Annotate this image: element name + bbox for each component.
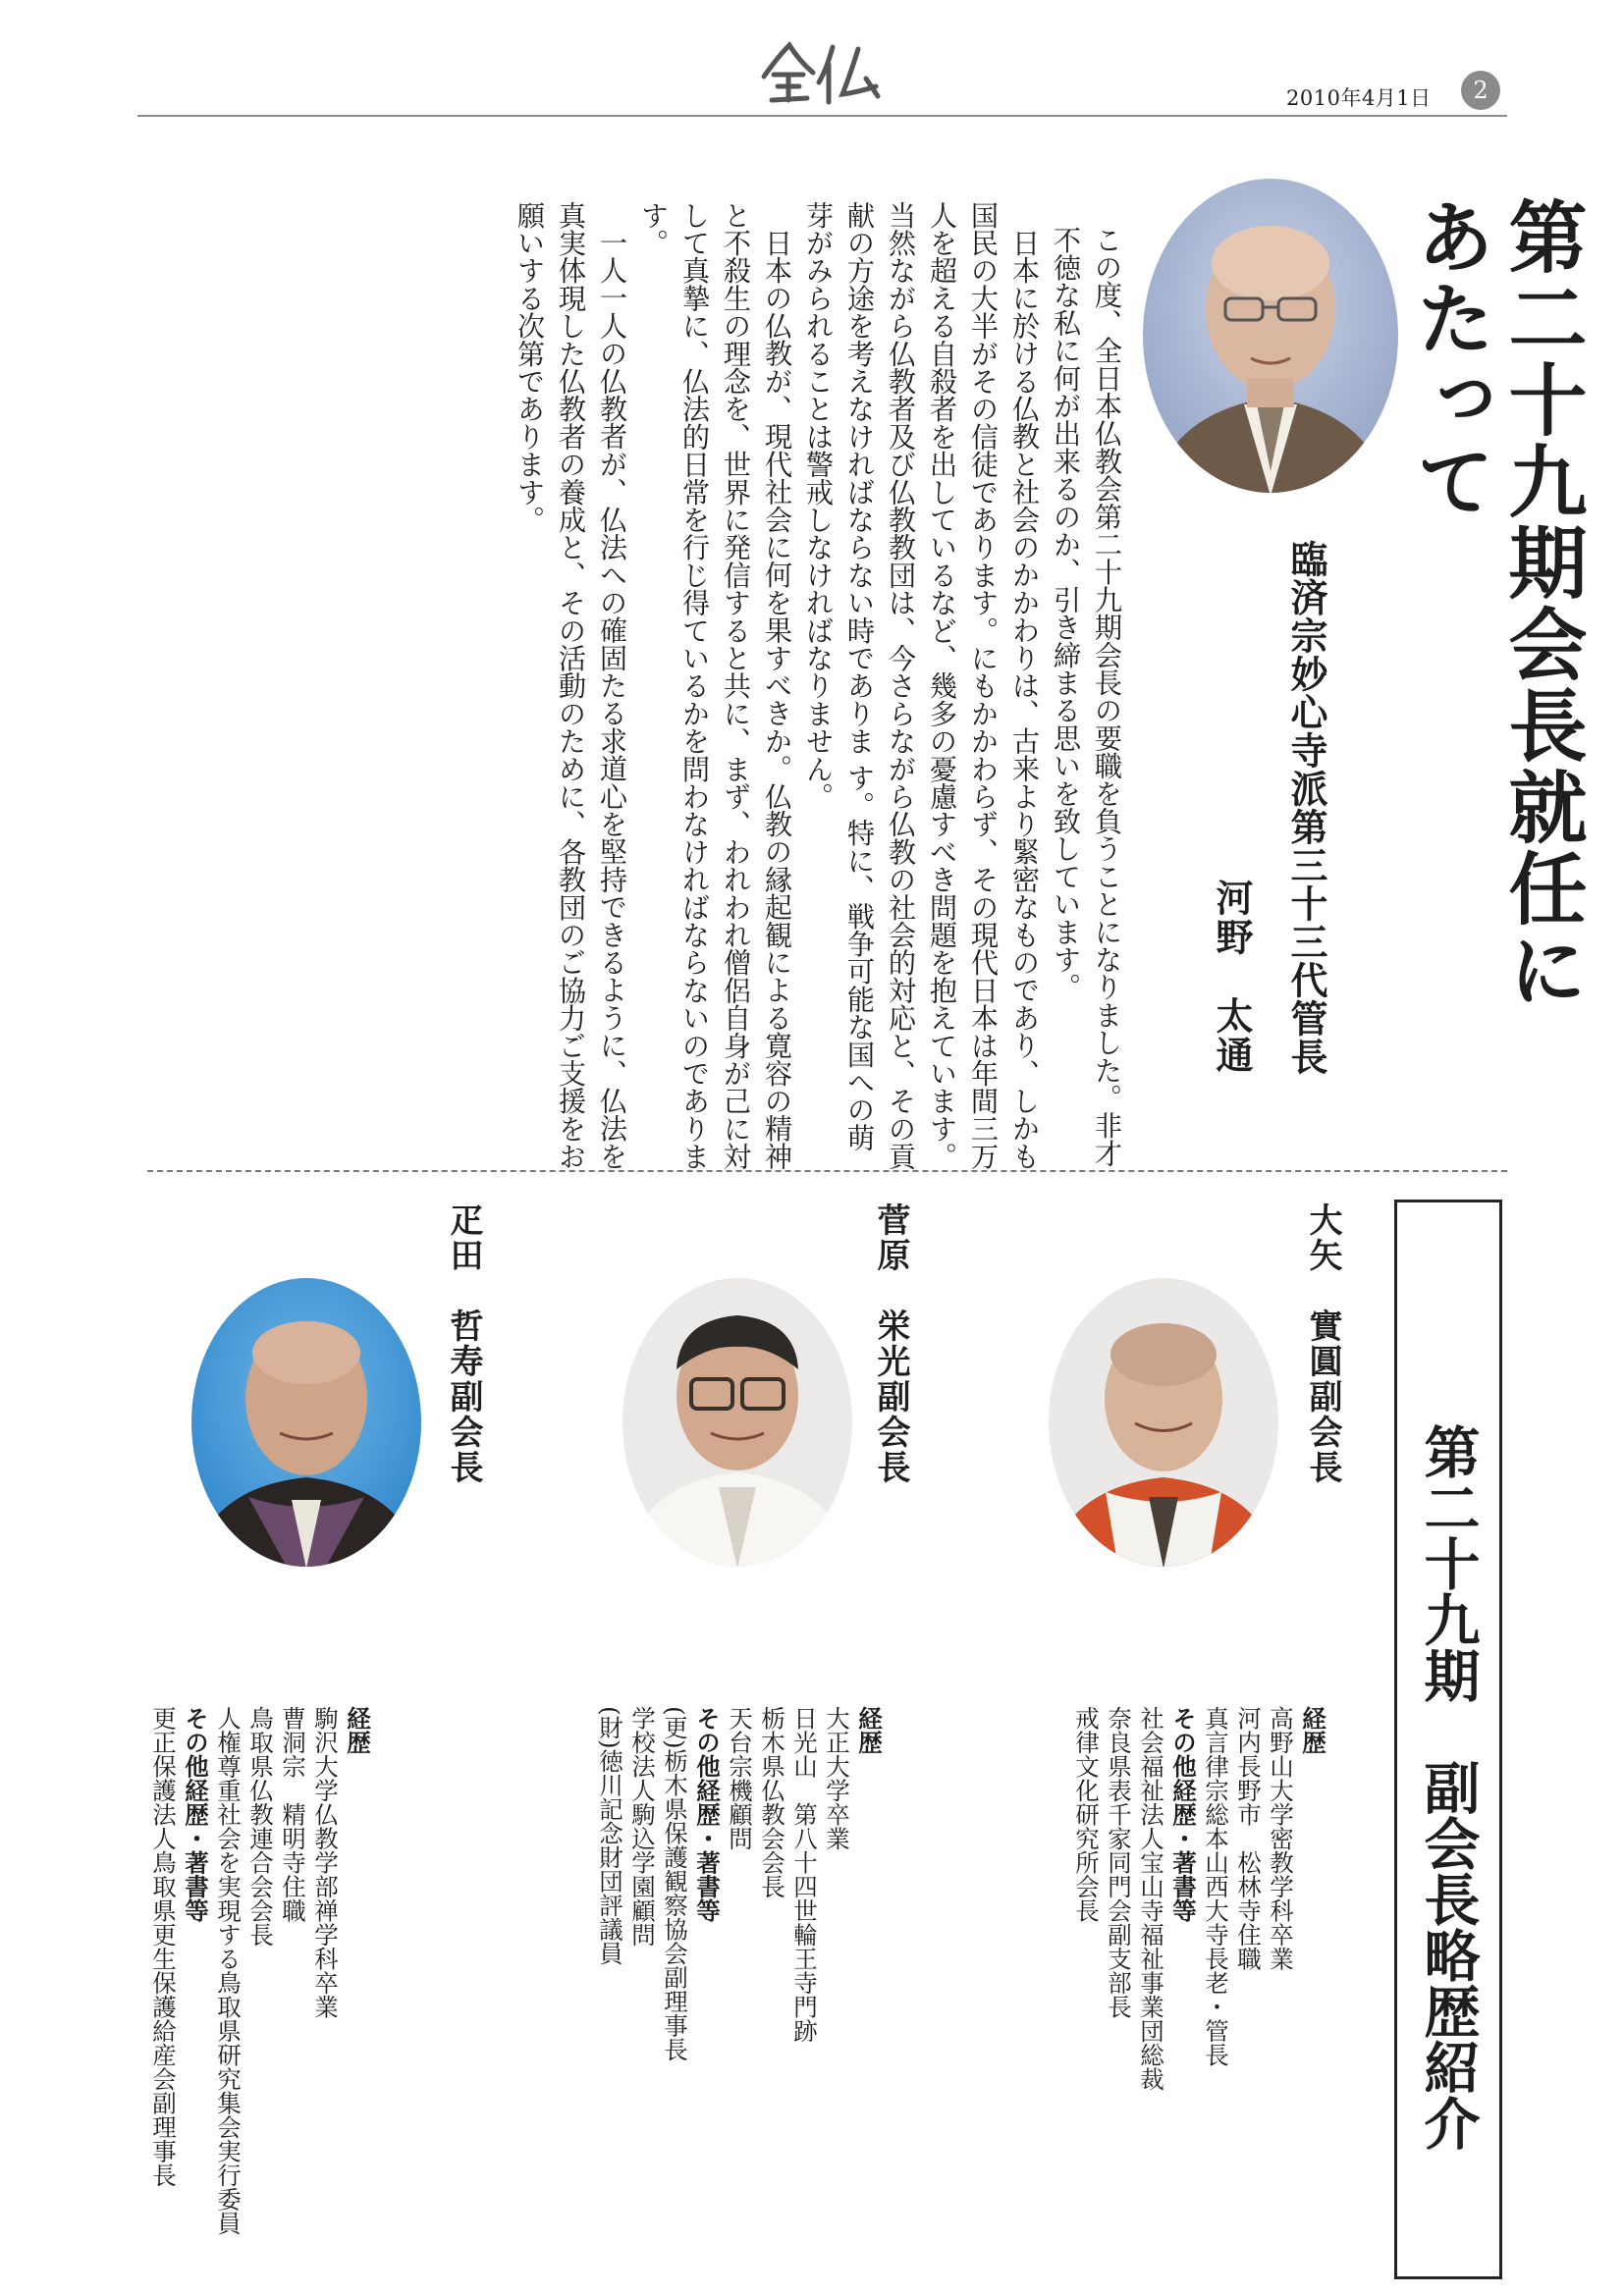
career-line: 曹洞宗 精明寺住職 (279, 1706, 307, 1923)
career-line: 高野山大学密教学科卒業 (1267, 1706, 1295, 1971)
vice-president-portrait (189, 1276, 423, 1569)
career-line: 真言律宗総本山西大寺長老・管長 (1202, 1706, 1230, 2067)
author-affiliation: 臨済宗妙心寺派第三十三代管長 (1284, 540, 1327, 1076)
newspaper-logo (756, 39, 884, 108)
article-paragraph: 日本の仏教が、現代社会に何を果すべきか。仏教の縁起観による寛容の精神と不殺生の理念を、世界に発信すると共に、まず、われわれ僧侶自身が己に対して真摯に、仏法的日常を行じ得ているかを問わなければならないのであります。 (637, 201, 793, 1170)
chairman-portrait (1141, 177, 1400, 496)
header-rule (137, 115, 1507, 117)
vice-president-portrait (621, 1276, 854, 1569)
vice-president-name: 疋田 哲寿副会長 (444, 1202, 483, 1485)
career-line: 大正大学卒業 (823, 1706, 851, 1850)
career-line: 鳥取県仏教連合会会長 (246, 1706, 275, 1947)
vice-president-portrait (1047, 1276, 1280, 1569)
other-line: (財)徳川記念財団評議員 (596, 1706, 624, 1966)
career-heading: 経歴 (855, 1706, 884, 1754)
career-heading: 経歴 (1299, 1706, 1327, 1754)
other-heading: その他経歴・著書等 (693, 1706, 722, 1923)
vice-president-career (1070, 1706, 1329, 2295)
other-line: 更正保護法人鳥取県更生保護給産会副理事長 (149, 1706, 178, 2187)
vice-president-name: 菅原 栄光副会長 (871, 1202, 910, 1485)
author-name: 河野 太通 (1210, 879, 1253, 1075)
vice-president-name: 大矢 實圓副会長 (1303, 1202, 1342, 1485)
career-heading: 経歴 (344, 1706, 372, 1754)
section-divider (147, 1170, 1507, 1172)
career-line: 駒沢大学仏教学部禅学科卒業 (311, 1706, 340, 2019)
page-number-badge: 2 (1461, 71, 1500, 110)
career-line: 日光山 第八十四世輪王寺門跡 (790, 1706, 819, 2043)
career-line: 天台宗機顧問 (726, 1706, 754, 1850)
other-line: 奈良県表千家同門会副支部長 (1105, 1706, 1133, 2019)
article-title: 第二十九期会長就任にあたって (1403, 196, 1587, 1011)
issue-date: 2010年4月1日 (1286, 86, 1432, 110)
article-paragraph: 日本に於ける仏教と社会のかかわりは、古来より緊密なものであり、しかも国民の大半がその信徒であります。にもかかわらず、その現代日本は年間三万人を超える自殺者を出しているなど、幾多の憂慮すべき問題を抱えています。当然ながら仏教者及び仏教教団は、今さらながら仏教の社会的対応と、その貢献の方途を考えなければならない時でありま す。特に、戦争可能な国への萌芽がみられることは警戒しなければなりません。 (802, 201, 1041, 1170)
article-paragraph: この度、全日本仏教会第二十九期会長の要職を負うことになりました。非才不徳な私に何が出来るのか、引き締まる思いを致しています。 (1050, 226, 1123, 1168)
other-line: 社会福祉法人宝山寺福祉事業団総裁 (1137, 1706, 1165, 2091)
career-line: 栃木県仏教会会長 (758, 1706, 786, 1898)
career-line: 人権尊重社会を実現する鳥取県研究集会実行委員 (214, 1706, 243, 2235)
other-heading: その他経歴・著書等 (1169, 1706, 1198, 1923)
career-line: 河内長野市 松林寺住職 (1234, 1706, 1263, 1971)
vice-president-career (147, 1706, 374, 2295)
other-line: 学校法人駒込学園顧問 (628, 1706, 657, 1947)
other-line: (更)栃木県保護観察協会副理事長 (661, 1706, 689, 2062)
other-line: 戒律文化研究所会長 (1072, 1706, 1101, 1923)
vice-president-career (594, 1706, 886, 2295)
article-paragraph: 一人一人の仏教者が、仏法への確固たる求道心を堅持できるように、仏法を真実体現した仏教者の養成と、その活動のために、各教団のご協力ご支援をお願いする次第であります。 (514, 201, 628, 1170)
section-title: 第二十九期 副会長略歴紹介 (1415, 1422, 1480, 2151)
article-body (509, 201, 1127, 1173)
other-heading: その他経歴・著書等 (182, 1706, 210, 1923)
